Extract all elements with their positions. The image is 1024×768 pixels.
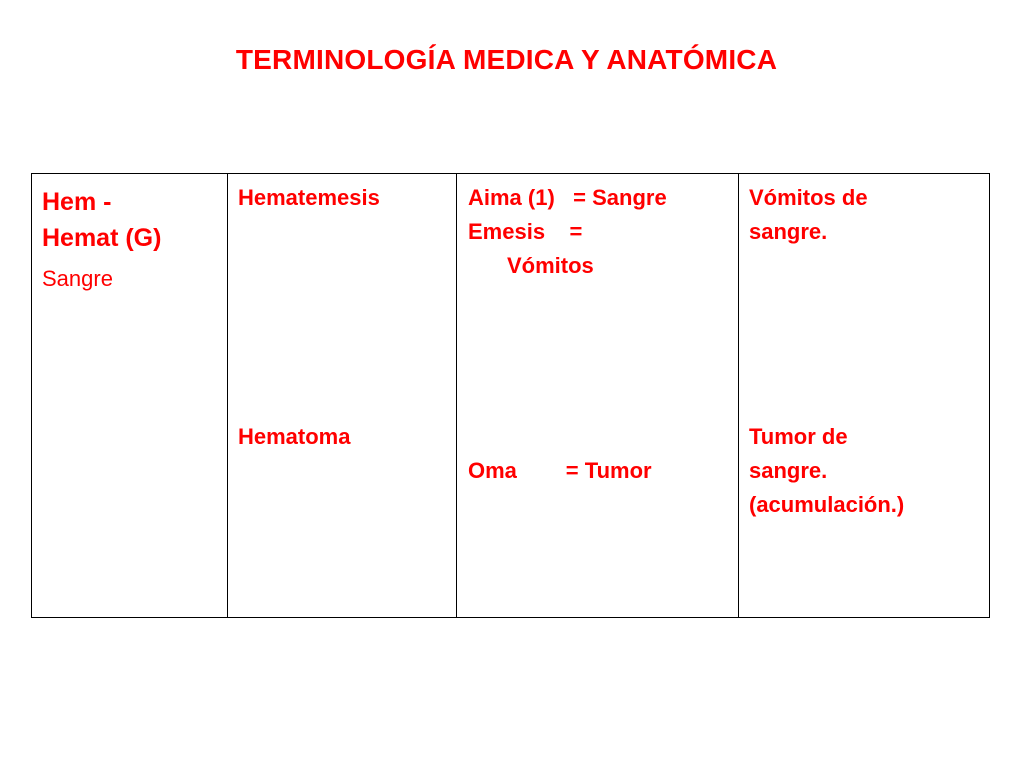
etymology-cell <box>457 174 739 618</box>
etymology-emesis-meaning: Vómitos <box>507 253 594 278</box>
root-meaning: Sangre <box>42 266 113 291</box>
etymology-oma: Oma = Tumor <box>468 458 652 483</box>
definition-hematoma-line2: sangre. <box>749 458 828 483</box>
definitions-cell <box>739 174 990 618</box>
root-cell <box>32 174 228 618</box>
definition-hematemesis-line2: sangre. <box>749 219 828 244</box>
page-title: TERMINOLOGÍA MEDICA Y ANATÓMICA <box>235 44 778 75</box>
table-row <box>32 174 990 618</box>
term-hematoma: Hematoma <box>238 424 351 449</box>
etymology-aima: Aima (1) = Sangre <box>468 185 667 210</box>
root-greek-form: Hemat (G) <box>42 224 162 252</box>
definition-hematemesis-line1: Vómitos de <box>749 185 868 210</box>
term-hematemesis: Hematemesis <box>238 185 380 210</box>
terminology-table <box>31 173 990 618</box>
root-prefix: Hem - <box>42 188 112 216</box>
terms-cell <box>228 174 457 618</box>
etymology-emesis: Emesis = <box>468 219 583 244</box>
definition-hematoma-line3: (acumulación.) <box>749 492 905 517</box>
definition-hematoma-line1: Tumor de <box>749 424 848 449</box>
